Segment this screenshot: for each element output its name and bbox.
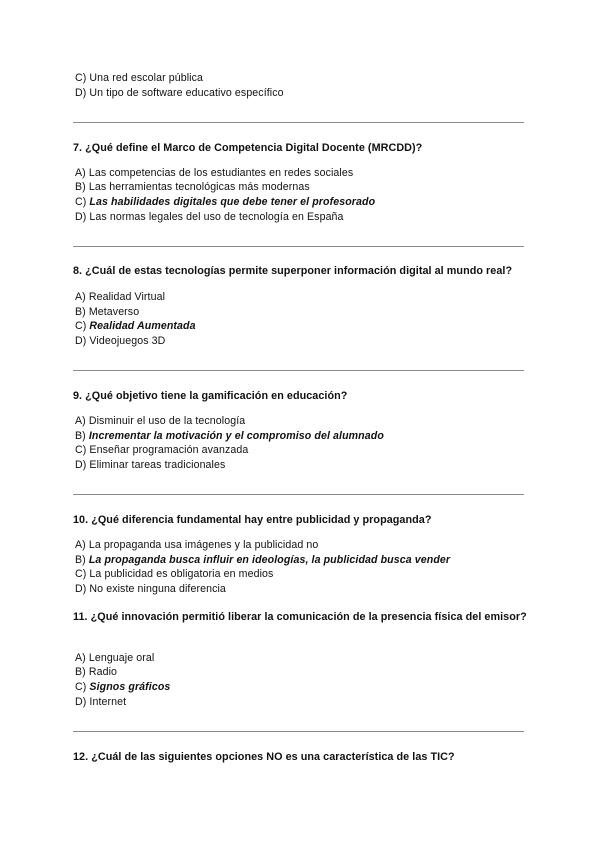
divider [73,246,524,247]
q8-option-d: D) Videojuegos 3D [75,335,166,347]
divider [73,370,524,371]
q10-option-a: A) La propaganda usa imágenes y la publicidad no [75,539,319,551]
q9-option-a: A) Disminuir el uso de la tecnología [75,415,246,427]
correct-answer: La propaganda busca influir en ideologías, la publicidad busca vender [88,554,451,566]
correct-answer: Realidad Aumentada [89,320,196,332]
correct-answer: Las habilidades digitales que debe tener el profesorado [89,196,376,208]
divider [73,494,524,495]
q6-option-d: D) Un tipo de software educativo específico [75,87,284,99]
q8-option-a: A) Realidad Virtual [75,291,166,303]
q9-option-c: C) Enseñar programación avanzada [75,444,249,456]
q9-option-d: D) Eliminar tareas tradicionales [75,459,226,471]
q10-option-b: B) La propaganda busca influir en ideologías, la publicidad busca vender [75,554,451,566]
q8-option-b: B) Metaverso [75,306,140,318]
q6-option-c: C) Una red escolar pública [75,72,204,84]
question-title: 11. ¿Qué innovación permitió liberar la comunicación de la presencia física del emisor? [73,611,527,623]
question-title: 9. ¿Qué objetivo tiene la gamificación en educación? [73,390,348,402]
divider [73,122,524,123]
q10-option-c: C) La publicidad es obligatoria en medios [75,568,274,580]
question-title: 8. ¿Cuál de estas tecnologías permite superponer información digital al mundo real? [73,265,513,277]
q7-option-a: A) Las competencias de los estudiantes en redes sociales [75,167,354,179]
q10-option-d: D) No existe ninguna diferencia [75,583,226,595]
q7-option-c: C) Las habilidades digitales que debe tener el profesorado [75,196,376,208]
divider [73,731,524,732]
question-title: 7. ¿Qué define el Marco de Competencia Digital Docente (MRCDD)? [73,142,423,154]
q11-option-a: A) Lenguaje oral [75,652,155,664]
q9-option-b: B) Incrementar la motivación y el compromiso del alumnado [75,430,384,442]
correct-answer: Incrementar la motivación y el compromiso del alumnado [88,430,384,442]
q11-option-b: B) Radio [75,666,118,678]
q7-option-b: B) Las herramientas tecnológicas más modernas [75,181,310,193]
q11-option-c: C) Signos gráficos [75,681,171,693]
correct-answer: Signos gráficos [89,681,171,693]
q8-option-c: C) Realidad Aumentada [75,320,196,332]
question-title: 10. ¿Qué diferencia fundamental hay entre publicidad y propaganda? [73,514,432,526]
q11-option-d: D) Internet [75,696,127,708]
q7-option-d: D) Las normas legales del uso de tecnología en España [75,211,344,223]
question-title: 12. ¿Cuál de las siguientes opciones NO es una característica de las TIC? [73,751,455,763]
